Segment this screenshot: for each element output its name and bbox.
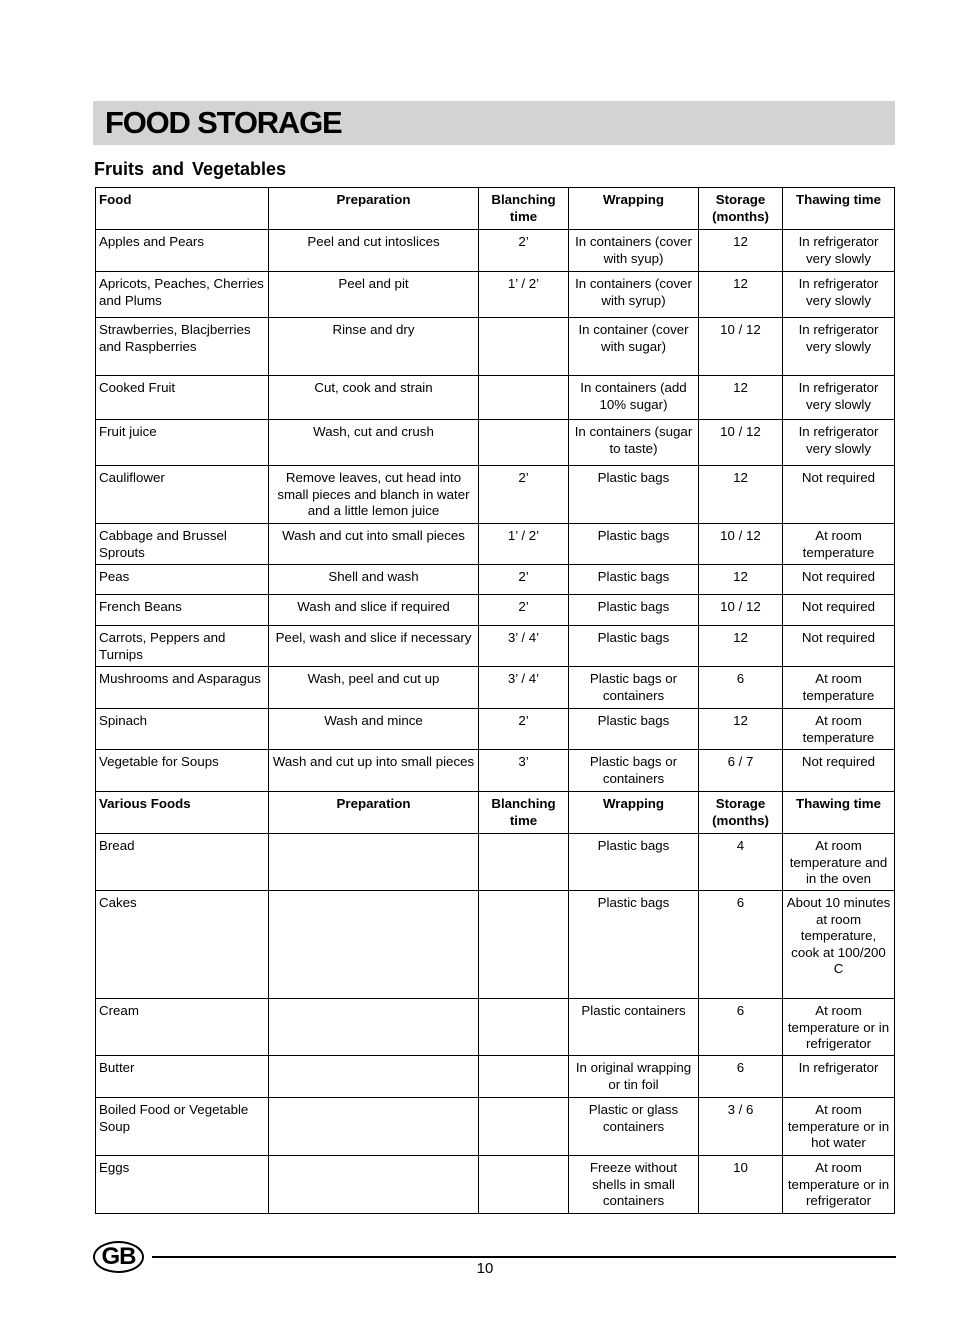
- table-cell: [269, 891, 479, 999]
- header-cell: Storage (months): [699, 792, 783, 834]
- header-cell: Preparation: [269, 792, 479, 834]
- table-cell: Plastic bags: [569, 565, 699, 595]
- table-cell: In original wrapping or tin foil: [569, 1056, 699, 1098]
- table-cell: Not required: [783, 626, 895, 667]
- table-cell: In containers (cover with syrup): [569, 272, 699, 318]
- table-row: [96, 709, 895, 750]
- header-cell: Wrapping: [569, 188, 699, 230]
- table-cell: At room temperature or in hot water: [783, 1098, 895, 1156]
- table-cell: In refrigerator very slowly: [783, 272, 895, 318]
- table-cell: Plastic or glass containers: [569, 1098, 699, 1156]
- table-cell: 1’ / 2’: [479, 524, 569, 565]
- table-cell: Not required: [783, 750, 895, 792]
- page-number: 10: [476, 1260, 494, 1277]
- table-cell: 2’: [479, 230, 569, 272]
- table-cell: Shell and wash: [269, 565, 479, 595]
- table-cell: About 10 minutes at room temperature, cook at 100/200 C: [783, 891, 895, 999]
- table-cell: At room temperature: [783, 709, 895, 750]
- table-cell: Apricots, Peaches, Cherries and Plums: [96, 272, 269, 318]
- table-cell: Not required: [783, 565, 895, 595]
- header-cell: Thawing time: [783, 792, 895, 834]
- header-cell: Food: [96, 188, 269, 230]
- table-row: [96, 667, 895, 709]
- table-cell: Freeze without shells in small containers: [569, 1156, 699, 1214]
- table-cell: Rinse and dry: [269, 318, 479, 376]
- page-title: FOOD STORAGE: [105, 105, 342, 140]
- table-cell: Cauliflower: [96, 466, 269, 524]
- footer-divider: [152, 1256, 896, 1258]
- table-cell: [479, 420, 569, 466]
- table-row: [96, 834, 895, 891]
- table-row: [96, 999, 895, 1056]
- table-cell: 2’: [479, 709, 569, 750]
- table-cell: 10 / 12: [699, 595, 783, 626]
- table-cell: 6 / 7: [699, 750, 783, 792]
- table-cell: Not required: [783, 466, 895, 524]
- table-cell: Boiled Food or Vegetable Soup: [96, 1098, 269, 1156]
- table-cell: Peas: [96, 565, 269, 595]
- table-cell: 6: [699, 999, 783, 1056]
- table-cell: Cooked Fruit: [96, 376, 269, 420]
- table-cell: Mushrooms and Asparagus: [96, 667, 269, 709]
- table-row: [96, 891, 895, 999]
- table-cell: 6: [699, 1056, 783, 1098]
- table-cell: Plastic bags: [569, 466, 699, 524]
- table-cell: French Beans: [96, 595, 269, 626]
- table-cell: Plastic bags or containers: [569, 750, 699, 792]
- table-header-row: [96, 188, 895, 230]
- table-row: [96, 524, 895, 565]
- table-cell: Plastic bags: [569, 626, 699, 667]
- table-cell: [269, 999, 479, 1056]
- title-bar: [93, 101, 895, 145]
- table-row: [96, 750, 895, 792]
- table-cell: Peel and pit: [269, 272, 479, 318]
- table-cell: In refrigerator very slowly: [783, 376, 895, 420]
- header-cell: Various Foods: [96, 792, 269, 834]
- header-cell: Wrapping: [569, 792, 699, 834]
- table-cell: At room temperature: [783, 524, 895, 565]
- table-row: [96, 420, 895, 466]
- table-cell: Peel, wash and slice if necessary: [269, 626, 479, 667]
- table-cell: Plastic bags: [569, 524, 699, 565]
- table-cell: At room temperature: [783, 667, 895, 709]
- header-cell: Thawing time: [783, 188, 895, 230]
- table-cell: Plastic bags or containers: [569, 667, 699, 709]
- table-cell: Spinach: [96, 709, 269, 750]
- table-cell: 2’: [479, 466, 569, 524]
- header-cell: Blanching time: [479, 792, 569, 834]
- table-cell: 3’ / 4’: [479, 667, 569, 709]
- table-cell: Carrots, Peppers and Turnips: [96, 626, 269, 667]
- section-subtitle: Fruits and Vegetables: [94, 159, 287, 179]
- table-cell: Cakes: [96, 891, 269, 999]
- table-cell: [269, 1098, 479, 1156]
- table-cell: Cut, cook and strain: [269, 376, 479, 420]
- table-cell: [479, 1098, 569, 1156]
- table-cell: 10: [699, 1156, 783, 1214]
- table-cell: 10 / 12: [699, 524, 783, 565]
- table-cell: In containers (cover with syup): [569, 230, 699, 272]
- table-cell: [479, 891, 569, 999]
- table-row: [96, 1056, 895, 1098]
- table-cell: Butter: [96, 1056, 269, 1098]
- header-cell: Blanching time: [479, 188, 569, 230]
- table-cell: Cream: [96, 999, 269, 1056]
- table-cell: Wash and mince: [269, 709, 479, 750]
- table-cell: Cabbage and Brussel Sprouts: [96, 524, 269, 565]
- table-cell: In refrigerator very slowly: [783, 318, 895, 376]
- table-cell: 2’: [479, 565, 569, 595]
- table-cell: 1’ / 2’: [479, 272, 569, 318]
- table-cell: In containers (add 10% sugar): [569, 376, 699, 420]
- table-cell: Plastic bags: [569, 595, 699, 626]
- table-row: [96, 230, 895, 272]
- table-cell: At room temperature or in refrigerator: [783, 999, 895, 1056]
- table-cell: [479, 376, 569, 420]
- table-cell: [479, 999, 569, 1056]
- table-cell: Plastic containers: [569, 999, 699, 1056]
- table-cell: 6: [699, 667, 783, 709]
- table-cell: Fruit juice: [96, 420, 269, 466]
- table-cell: 12: [699, 230, 783, 272]
- table-cell: 10 / 12: [699, 318, 783, 376]
- table-cell: Eggs: [96, 1156, 269, 1214]
- table-cell: 12: [699, 565, 783, 595]
- table-cell: Peel and cut intoslices: [269, 230, 479, 272]
- table-cell: In refrigerator: [783, 1056, 895, 1098]
- table-cell: Strawberries, Blacjberries and Raspberries: [96, 318, 269, 376]
- table-cell: [479, 834, 569, 891]
- table-header-row: [96, 792, 895, 834]
- gb-logo: GB: [93, 1241, 144, 1273]
- table-cell: In containers (sugar to taste): [569, 420, 699, 466]
- table-cell: In refrigerator very slowly: [783, 420, 895, 466]
- table-cell: 3’: [479, 750, 569, 792]
- table-cell: Wash and slice if required: [269, 595, 479, 626]
- table-cell: 12: [699, 466, 783, 524]
- table-cell: [269, 1156, 479, 1214]
- table-row: [96, 565, 895, 595]
- table-row: [96, 466, 895, 524]
- header-cell: Storage (months): [699, 188, 783, 230]
- table-row: [96, 1098, 895, 1156]
- table-cell: Wash and cut up into small pieces: [269, 750, 479, 792]
- header-cell: Preparation: [269, 188, 479, 230]
- table-cell: 6: [699, 891, 783, 999]
- table-row: [96, 376, 895, 420]
- table-cell: [269, 834, 479, 891]
- table-cell: At room temperature and in the oven: [783, 834, 895, 891]
- table-cell: Plastic bags: [569, 709, 699, 750]
- table-cell: 12: [699, 376, 783, 420]
- table-cell: Wash and cut into small pieces: [269, 524, 479, 565]
- table-cell: 4: [699, 834, 783, 891]
- table-cell: In refrigerator very slowly: [783, 230, 895, 272]
- table-cell: At room temperature or in refrigerator: [783, 1156, 895, 1214]
- table-cell: Bread: [96, 834, 269, 891]
- table-cell: Vegetable for Soups: [96, 750, 269, 792]
- table-row: [96, 595, 895, 626]
- table-cell: Wash, cut and crush: [269, 420, 479, 466]
- table-cell: In container (cover with sugar): [569, 318, 699, 376]
- table-row: [96, 626, 895, 667]
- table-cell: Apples and Pears: [96, 230, 269, 272]
- table-cell: [479, 1056, 569, 1098]
- table-cell: Wash, peel and cut up: [269, 667, 479, 709]
- table-cell: 3’ / 4’: [479, 626, 569, 667]
- table-row: [96, 318, 895, 376]
- table-cell: Remove leaves, cut head into small pieces and blanch in water and a little lemon juice: [269, 466, 479, 524]
- table-cell: Plastic bags: [569, 891, 699, 999]
- table-cell: 3 / 6: [699, 1098, 783, 1156]
- table-cell: 2’: [479, 595, 569, 626]
- food-storage-table: [95, 187, 895, 1214]
- table-cell: [479, 1156, 569, 1214]
- table-cell: 12: [699, 272, 783, 318]
- table-cell: Plastic bags: [569, 834, 699, 891]
- table-cell: [479, 318, 569, 376]
- table-cell: 10 / 12: [699, 420, 783, 466]
- table-cell: 12: [699, 709, 783, 750]
- table-row: [96, 272, 895, 318]
- table-cell: 12: [699, 626, 783, 667]
- table-cell: Not required: [783, 595, 895, 626]
- table-row: [96, 1156, 895, 1214]
- table-cell: [269, 1056, 479, 1098]
